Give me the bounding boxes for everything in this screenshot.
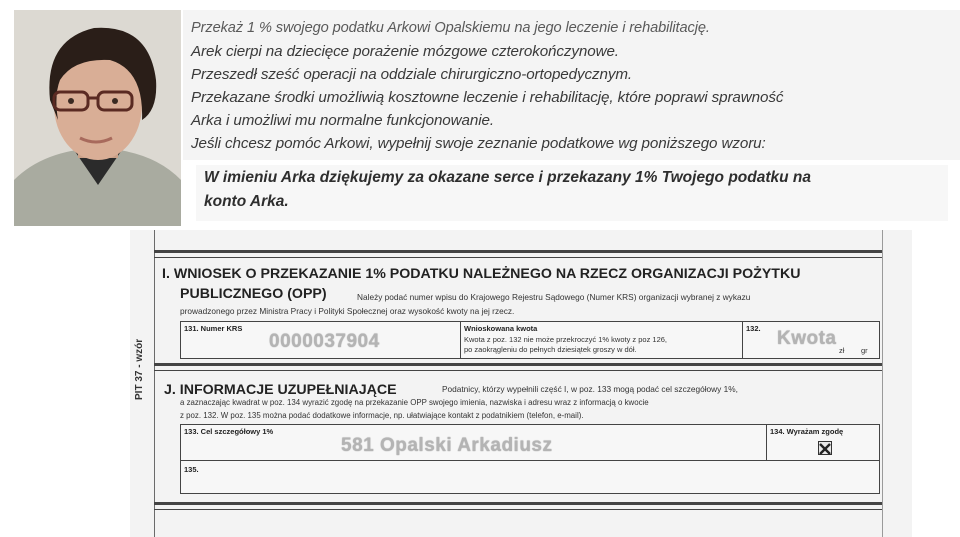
section-j-note: a zaznaczając kwadrat w poz. 134 wyrazić zgodę na przekazanie OPP swojego imienia, nazwiska i adresu wraz z informacją o kwocie <box>180 398 649 407</box>
section-i-title-cont: PUBLICZNEGO (OPP) <box>180 286 327 302</box>
section-j-note: Podatnicy, którzy wypełnili część I, w poz. 133 mogą podać cel szczegółowy 1%, <box>442 384 738 394</box>
field-132-amount[interactable] <box>742 321 880 359</box>
field-131-label: 131. Numer KRS <box>184 324 243 333</box>
appeal-line: Przekazane środki umożliwią kosztowne leczenie i rehabilitację, które poprawi sprawność <box>191 89 784 106</box>
field-134-label: 134. Wyrażam zgodę <box>770 427 844 436</box>
form-left-border <box>154 230 155 537</box>
thanks-message <box>196 165 948 221</box>
pit37-form-excerpt <box>130 230 912 537</box>
field-131-krs[interactable] <box>180 321 462 359</box>
unit-gr: gr <box>861 346 868 355</box>
divider <box>154 250 882 253</box>
section-i-note: Należy podać numer wpisu do Krajowego Rejestru Sądowego (Numer KRS) organizacji wybranej z wykazu <box>357 292 751 302</box>
appeal-line: Przekaż 1 % swojego podatku Arkowi Opalskiemu na jego leczenie i rehabilitację. <box>191 20 710 36</box>
field-133-label: 133. Cel szczegółowy 1% <box>184 427 274 436</box>
divider <box>154 502 882 505</box>
divider <box>154 363 882 366</box>
section-j-title: J. INFORMACJE UZUPEŁNIAJĄCE <box>164 382 397 398</box>
field-132-value: Kwota <box>777 328 837 349</box>
section-i-title: I. WNIOSEK O PRZEKAZANIE 1% PODATKU NALEŻNEGO NA RZECZ ORGANIZACJI POŻYTKU <box>162 266 801 282</box>
unit-zl: zł <box>839 346 845 355</box>
form-side-label: PIT 37 - wzór <box>134 338 145 400</box>
checkmark-x-icon <box>819 443 831 455</box>
appeal-line: Jeśli chcesz pomóc Arkowi, wypełnij swoje zeznanie podatkowe wg poniższego wzoru: <box>191 135 766 152</box>
form-right-border <box>882 230 883 537</box>
divider <box>154 509 882 510</box>
section-i-note: prowadzonego przez Ministra Pracy i Polityki Społecznej oraz wysokość kwoty na jej rzecz. <box>180 306 515 316</box>
appeal-line: Arek cierpi na dziecięce porażenie mózgowe czterokończynowe. <box>191 43 619 60</box>
consent-checkbox[interactable] <box>818 441 832 455</box>
divider <box>154 257 882 258</box>
amount-note: Kwota z poz. 132 nie może przekroczyć 1% kwoty z poz 126, <box>464 335 668 344</box>
amount-label: Wnioskowana kwota <box>464 324 538 333</box>
field-133-purpose[interactable] <box>180 424 768 462</box>
field-132-label: 132. <box>746 324 761 333</box>
amount-note: po zaokrągleniu do pełnych dziesiątek groszy w dół. <box>464 345 637 354</box>
portrait-photo <box>14 10 181 226</box>
field-135-label: 135. <box>184 465 199 474</box>
thanks-line: konto Arka. <box>204 193 289 210</box>
field-135-additional-info[interactable] <box>180 460 880 494</box>
portrait-illustration <box>14 10 181 226</box>
appeal-line: Przeszedł sześć operacji na oddziale chirurgiczno-ortopedycznym. <box>191 66 632 83</box>
field-131-value: 0000037904 <box>269 331 380 352</box>
requested-amount-info <box>460 321 744 359</box>
divider <box>154 370 882 371</box>
thanks-line: W imieniu Arka dziękujemy za okazane serce i przekazany 1% Twojego podatku na <box>204 169 811 186</box>
section-j-note: z poz. 132. W poz. 135 można podać dodatkowe informacje, np. ułatwiające kontakt z podatnikiem (telefon, e-mail). <box>180 411 584 420</box>
appeal-line: Arka i umożliwi mu normalne funkcjonowanie. <box>191 112 494 129</box>
field-133-value: 581 Opalski Arkadiusz <box>341 435 553 456</box>
field-134-consent[interactable] <box>766 424 880 462</box>
